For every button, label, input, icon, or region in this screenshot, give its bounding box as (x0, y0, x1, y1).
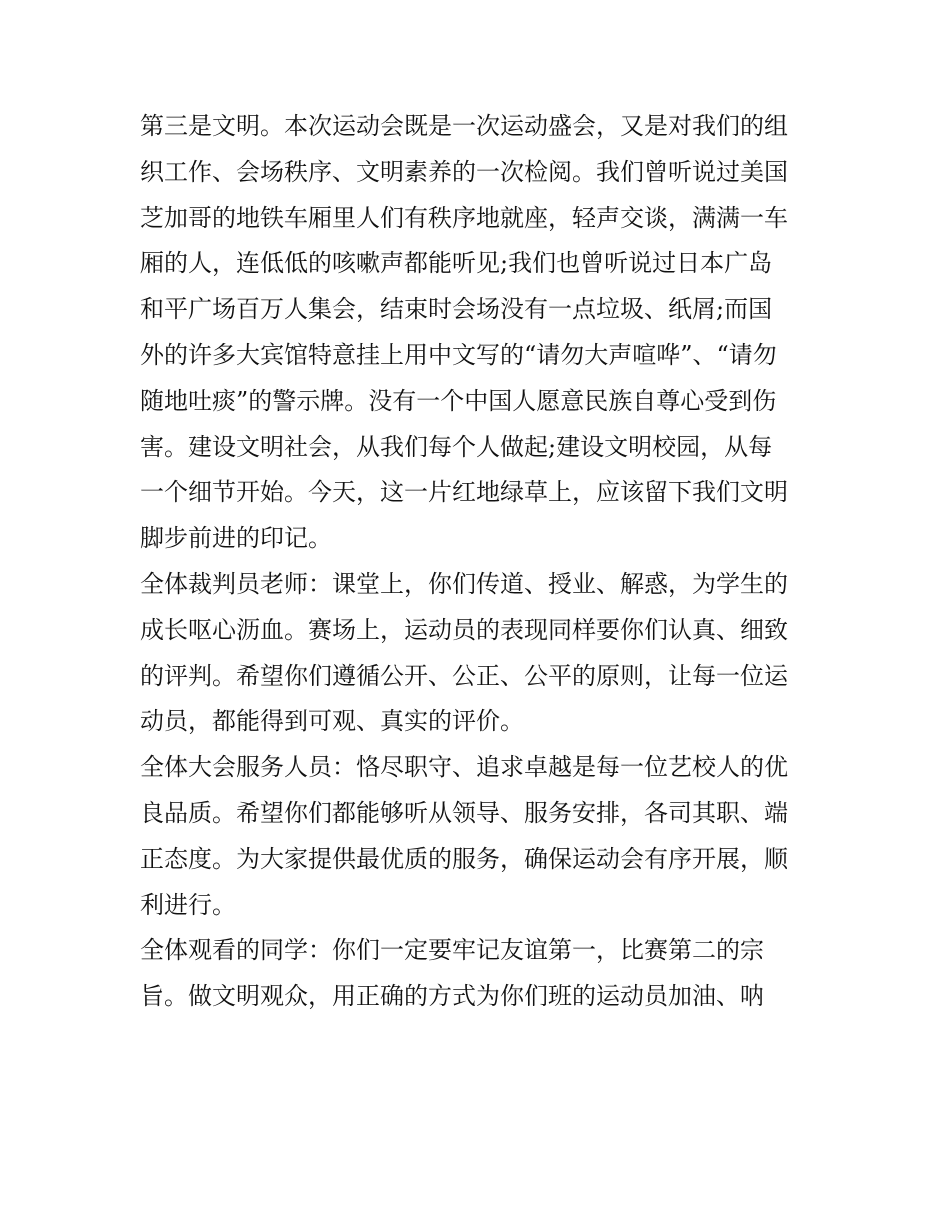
text-line: 害。建设文明社会，从我们每个人做起;建设文明校园，从每 (140, 432, 773, 461)
text-line: 利进行。 (140, 890, 236, 919)
text-line: 全体大会服务人员：恪尽职守、追求卓越是每一位艺校人的优 (140, 753, 788, 782)
text-line: 脚步前进的印记。 (140, 524, 332, 553)
text-line: 正态度。为大家提供最优质的服务，确保运动会有序开展，顺 (140, 844, 788, 873)
text-line: 成长呕心沥血。赛场上，运动员的表现同样要你们认真、细致 (140, 615, 788, 644)
text-line: 旨。做文明观众，用正确的方式为你们班的运动员加油、呐 (140, 982, 764, 1011)
text-line: 一个细节开始。今天，这一片红地绿草上，应该留下我们文明 (140, 478, 788, 507)
text-line: 芝加哥的地铁车厢里人们有秩序地就座，轻声交谈，满满一车 (140, 203, 788, 232)
body-text (140, 104, 812, 1020)
text-line: 厢的人，连低低的咳嗽声都能听见;我们也曾听说过日本广岛 (140, 249, 773, 278)
text-line: 良品质。希望你们都能够听从领导、服务安排，各司其职、端 (140, 798, 788, 827)
text-line: 和平广场百万人集会，结束时会场没有一点垃圾、纸屑;而国 (140, 295, 773, 324)
text-line: 全体裁判员老师：课堂上，你们传道、授业、解惑，为学生的 (140, 569, 788, 598)
text-line: 第三是文明。本次运动会既是一次运动盛会，又是对我们的组 (140, 112, 788, 140)
text-line: 织工作、会场秩序、文明素养的一次检阅。我们曾听说过美国 (140, 157, 788, 186)
text-line: 动员，都能得到可观、真实的评价。 (140, 707, 524, 736)
text-line: 全体观看的同学：你们一定要牢记友谊第一，比赛第二的宗 (140, 936, 764, 965)
text-line: 随地吐痰”的警示牌。没有一个中国人愿意民族自尊心受到伤 (140, 386, 777, 415)
text-line: 外的许多大宾馆特意挂上用中文写的“请勿大声喧哗”、“请勿 (140, 340, 777, 369)
text-line: 的评判。希望你们遵循公开、公正、公平的原则，让每一位运 (140, 661, 788, 690)
